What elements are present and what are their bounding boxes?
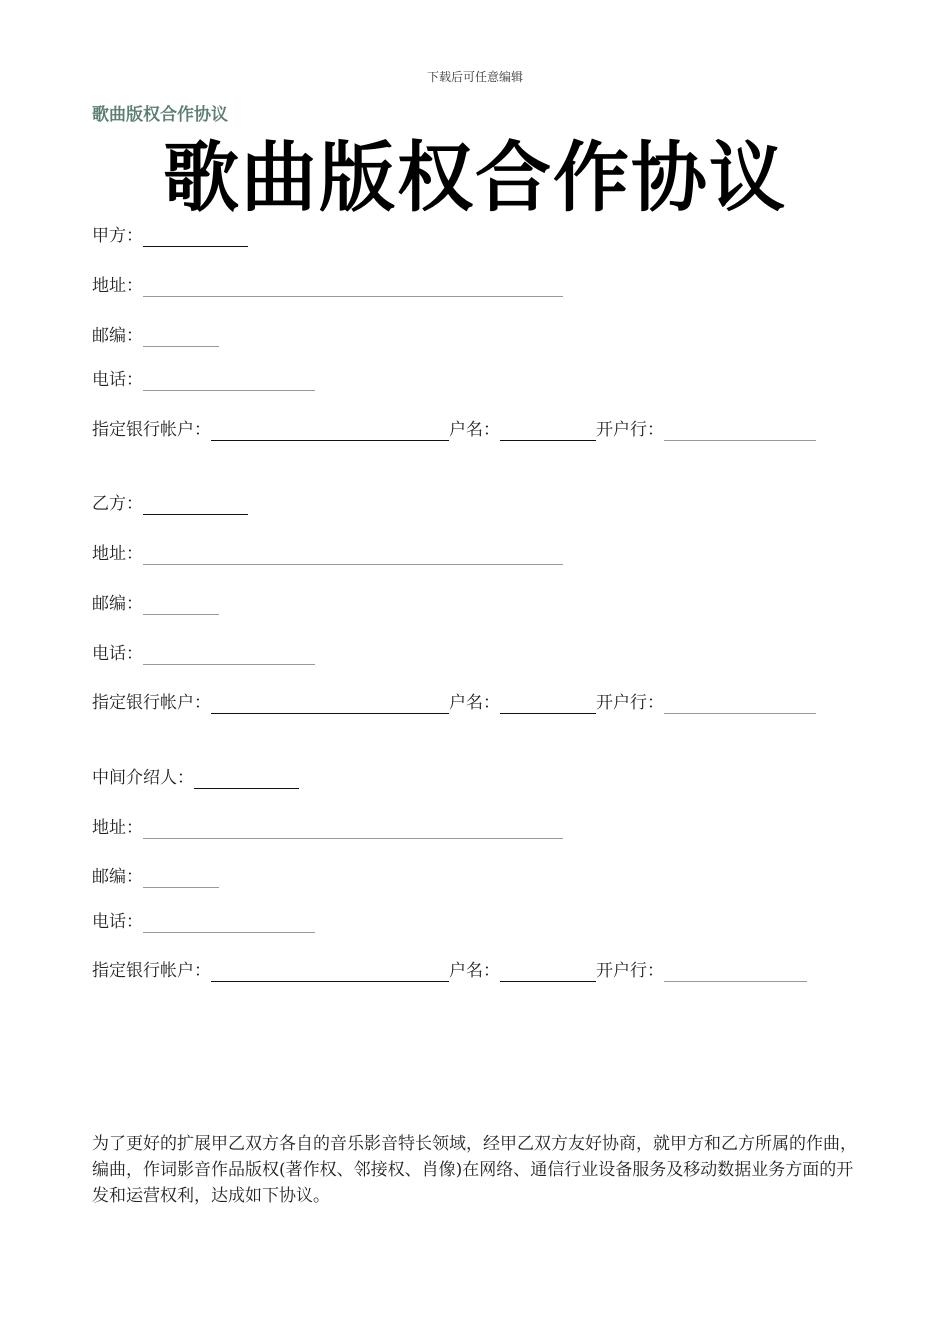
party-b-address-field[interactable]	[143, 546, 563, 565]
party-a-postcode-label: 邮编：	[92, 326, 143, 346]
intermediary-address-row	[92, 817, 563, 839]
intermediary-postcode-row	[92, 866, 219, 888]
running-title: 歌曲版权合作协议	[92, 105, 228, 125]
intermediary-name-row	[92, 767, 299, 789]
party-b-address-row	[92, 543, 563, 565]
intermediary-bank-branch-field[interactable]	[664, 963, 807, 982]
party-b-bank-account-field[interactable]	[211, 695, 449, 714]
party-a-bank-account-field[interactable]	[211, 422, 449, 441]
party-b-phone-field[interactable]	[143, 646, 315, 665]
party-a-name-label: 甲方：	[92, 226, 143, 246]
intermediary-name-field[interactable]	[194, 770, 299, 789]
party-a-address-field[interactable]	[143, 278, 563, 297]
party-b-name-row	[92, 493, 248, 515]
intermediary-name-label: 中间介绍人：	[92, 768, 194, 788]
party-a-name-row	[92, 225, 248, 247]
intermediary-phone-label: 电话：	[92, 912, 143, 932]
party-b-postcode-field[interactable]	[143, 596, 219, 615]
party-b-name-field[interactable]	[143, 496, 248, 515]
party-b-postcode-label: 邮编：	[92, 594, 143, 614]
intermediary-account-name-label: 户名：	[449, 961, 500, 981]
party-a-address-row	[92, 275, 563, 297]
party-a-phone-row	[92, 369, 315, 391]
intermediary-address-label: 地址：	[92, 818, 143, 838]
intro-paragraph: 为了更好的扩展甲乙双方各自的音乐影音特长领域，经甲乙双方友好协商，就甲方和乙方所属的作曲，编曲，作词影音作品版权(著作权、邻接权、肖像)在网络、通信行业设备服务及移动数据业务方面的开发和运营权利，达成如下协议。	[92, 1134, 857, 1206]
intermediary-bank-account-field[interactable]	[211, 963, 449, 982]
party-b-bank-row	[92, 692, 816, 714]
party-b-account-name-field[interactable]	[500, 695, 596, 714]
intermediary-address-field[interactable]	[143, 820, 563, 839]
party-b-name-label: 乙方：	[92, 494, 143, 514]
party-b-account-name-label: 户名：	[449, 693, 500, 713]
party-a-postcode-field[interactable]	[143, 328, 219, 347]
party-b-bank-branch-field[interactable]	[664, 695, 816, 714]
intermediary-account-name-field[interactable]	[500, 963, 596, 982]
party-a-bank-branch-field[interactable]	[664, 422, 816, 441]
intermediary-bank-branch-label: 开户行：	[596, 961, 664, 981]
intermediary-phone-row	[92, 911, 315, 933]
party-a-phone-label: 电话：	[92, 370, 143, 390]
intermediary-postcode-field[interactable]	[143, 869, 219, 888]
party-a-postcode-row	[92, 325, 219, 347]
party-a-address-label: 地址：	[92, 276, 143, 296]
party-b-phone-label: 电话：	[92, 644, 143, 664]
party-a-bank-account-label: 指定银行帐户：	[92, 420, 211, 440]
party-a-bank-row	[92, 419, 816, 441]
intermediary-postcode-label: 邮编：	[92, 867, 143, 887]
intermediary-bank-account-label: 指定银行帐户：	[92, 961, 211, 981]
intermediary-phone-field[interactable]	[143, 914, 315, 933]
party-a-account-name-label: 户名：	[449, 420, 500, 440]
party-b-address-label: 地址：	[92, 544, 143, 564]
party-b-bank-account-label: 指定银行帐户：	[92, 693, 211, 713]
header-note: 下载后可任意编辑	[426, 70, 523, 84]
party-b-bank-branch-label: 开户行：	[596, 693, 664, 713]
party-b-phone-row	[92, 643, 315, 665]
party-a-bank-branch-label: 开户行：	[596, 420, 664, 440]
party-a-name-field[interactable]	[143, 228, 248, 247]
party-b-postcode-row	[92, 593, 219, 615]
party-a-account-name-field[interactable]	[500, 422, 596, 441]
intermediary-bank-row	[92, 960, 807, 982]
party-a-phone-field[interactable]	[143, 372, 315, 391]
page-title: 歌曲版权合作协议	[163, 133, 787, 222]
